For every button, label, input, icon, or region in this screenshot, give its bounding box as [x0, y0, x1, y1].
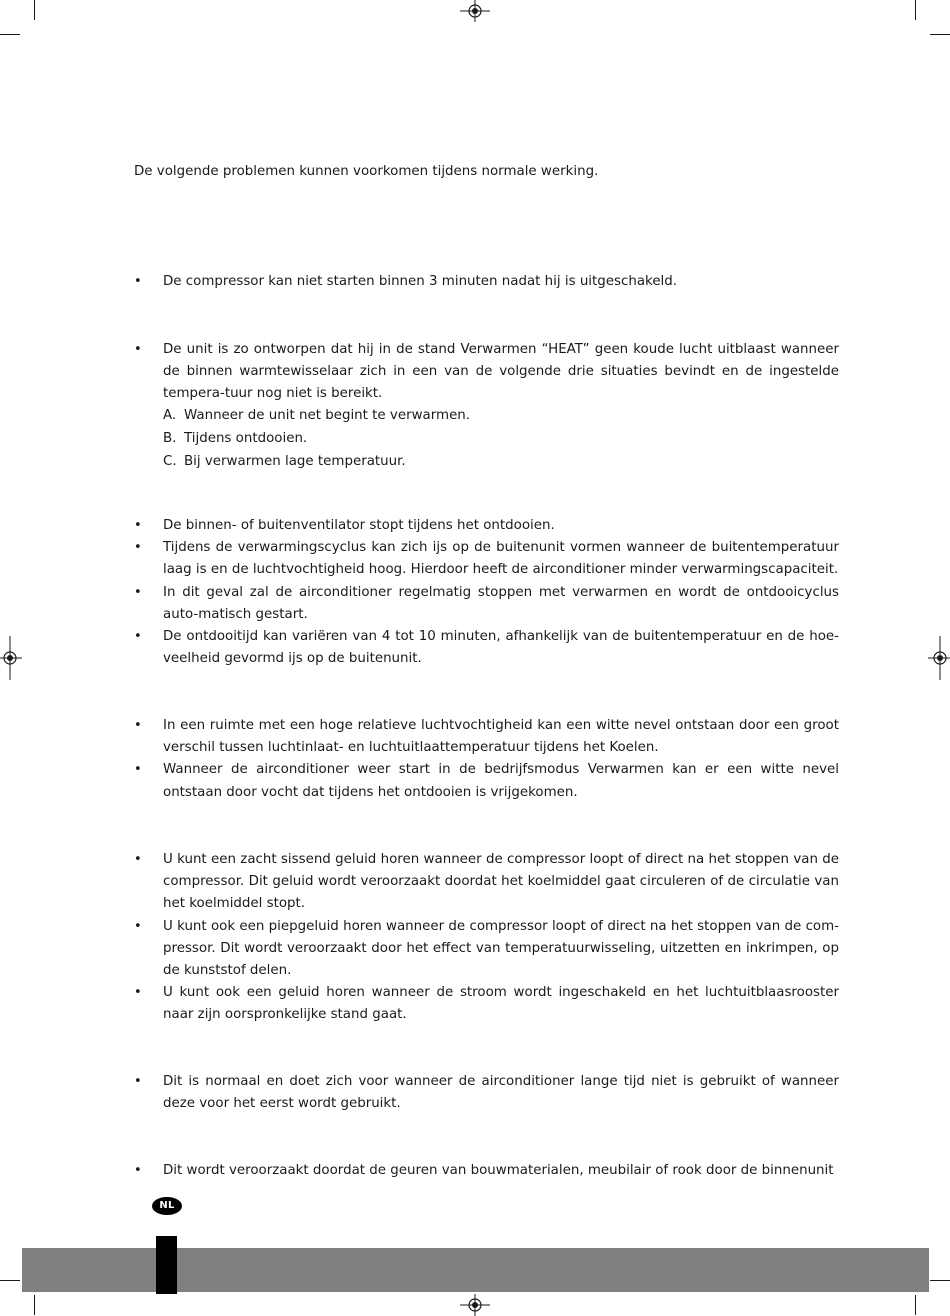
- crop-mark-bottom-right-horizontal: [930, 1280, 950, 1281]
- list-item: • U kunt ook een geluid horen wanneer de stroom wordt ingeschakeld en het luchtuitblaasrooster naar zijn oorspronkelijke stand gaat.: [134, 982, 839, 1026]
- section-white-mist: [134, 715, 839, 804]
- list-item: • De binnen- of buitenventilator stopt tijdens het ontdooien.: [134, 515, 839, 537]
- sub-list-item: B. Tijdens ontdooien.: [163, 431, 308, 446]
- crop-mark-bottom-left-vertical: [34, 1295, 35, 1315]
- crop-mark-top-left-vertical: [34, 0, 35, 20]
- crop-mark-top-left-horizontal: [0, 34, 20, 35]
- section-noise: [134, 849, 839, 1027]
- bullet-icon: •: [134, 540, 142, 556]
- section-dust: [134, 1071, 839, 1115]
- bullet-icon: •: [134, 1074, 142, 1089]
- intro-text: De volgende problemen kunnen voorkomen tijdens normale werking.: [134, 164, 599, 179]
- bullet-icon: •: [134, 629, 142, 645]
- bullet-icon: •: [134, 918, 142, 934]
- heat-mode-situations: [163, 404, 470, 473]
- bullet-icon: •: [134, 762, 142, 778]
- bullet-icon: •: [134, 584, 142, 600]
- list-item: • De compressor kan niet starten binnen 3 minuten nadat hij is uitgeschakeld.: [134, 271, 839, 293]
- list-item: • In een ruimte met een hoge relatieve luchtvochtigheid kan een witte nevel ontstaan door een groot verschil tussen luchtinlaat- en luchtuitlaattemperatuur tijdens het Koelen.: [134, 715, 839, 759]
- bullet-icon: •: [134, 518, 142, 533]
- list-item: • In dit geval zal de airconditioner regelmatig stoppen met verwarmen en wordt de ontdooicyclus auto-matisch gestart.: [134, 582, 839, 626]
- section-defrost: [134, 515, 839, 670]
- registration-mark-top-icon: [460, 0, 490, 22]
- bullet-icon: •: [134, 852, 142, 867]
- bullet-icon: •: [134, 1163, 142, 1178]
- crop-mark-top-right-vertical: [915, 0, 916, 20]
- sub-list-item: C. Bij verwarmen lage temperatuur.: [163, 454, 406, 469]
- list-item: • Dit is normaal en doet zich voor wanneer de airconditioner lange tijd niet is gebruikt of wanneer deze voor het eerst wordt gebruikt.: [134, 1071, 839, 1115]
- sub-list-item: A. Wanneer de unit net begint te verwarmen.: [163, 408, 471, 423]
- footer-tab: [156, 1236, 177, 1294]
- bullet-icon: •: [134, 985, 142, 1001]
- list-item: • U kunt een zacht sissend geluid horen wanneer de compressor loopt of direct na het stoppen van de compressor. Dit geluid wordt veroorzaakt doordat het koelmiddel gaat circuleren of de circulatie van het koelmiddel stopt.: [134, 849, 839, 916]
- section-odour: [134, 1160, 839, 1182]
- list-item: • De unit is zo ontworpen dat hij in de stand Verwarmen “HEAT” geen koude lucht uitblaast wanneer de binnen warmtewisselaar zich in een van de volgende drie situaties bevindt en de ingestelde tempera-tuur nog niet is bereikt.: [134, 339, 839, 406]
- crop-mark-bottom-right-vertical: [915, 1295, 916, 1315]
- section-heat-mode: [134, 339, 839, 406]
- registration-mark-right-icon: [928, 636, 950, 680]
- list-item: • De ontdooitijd kan variëren van 4 tot 10 minuten, afhankelijk van de buitentemperatuur en de hoe-veelheid gevormd ijs op de buitenunit.: [134, 626, 839, 670]
- registration-mark-bottom-icon: [460, 1294, 490, 1316]
- language-badge: NL: [152, 1197, 182, 1215]
- crop-mark-top-right-horizontal: [930, 34, 950, 35]
- crop-mark-bottom-left-horizontal: [0, 1280, 20, 1281]
- list-item: • Wanneer de airconditioner weer start in de bedrijfsmodus Verwarmen kan er een witte nevel ontstaan door vocht dat tijdens het ontdooien is vrijgekomen.: [134, 759, 839, 803]
- registration-mark-left-icon: [0, 636, 22, 680]
- bullet-icon: •: [134, 718, 142, 733]
- bullet-icon: •: [134, 342, 142, 357]
- list-item: • Tijdens de verwarmingscyclus kan zich ijs op de buitenunit vormen wanneer de buitentemperatuur laag is en de luchtvochtigheid hoog. Hierdoor heeft de airconditioner minder verwarmingscapaciteit.: [134, 537, 839, 581]
- bullet-icon: •: [134, 274, 142, 289]
- list-item: • U kunt ook een piepgeluid horen wanneer de compressor loopt of direct na het stoppen van de com-pressor. Dit wordt veroorzaakt door het effect van temperatuurwisseling, uitzetten en inkrimpen, op de kunststof delen.: [134, 916, 839, 983]
- list-item: • Dit wordt veroorzaakt doordat de geuren van bouwmaterialen, meubilair of rook door de binnenunit: [134, 1160, 839, 1182]
- section-compressor-start: [134, 271, 839, 293]
